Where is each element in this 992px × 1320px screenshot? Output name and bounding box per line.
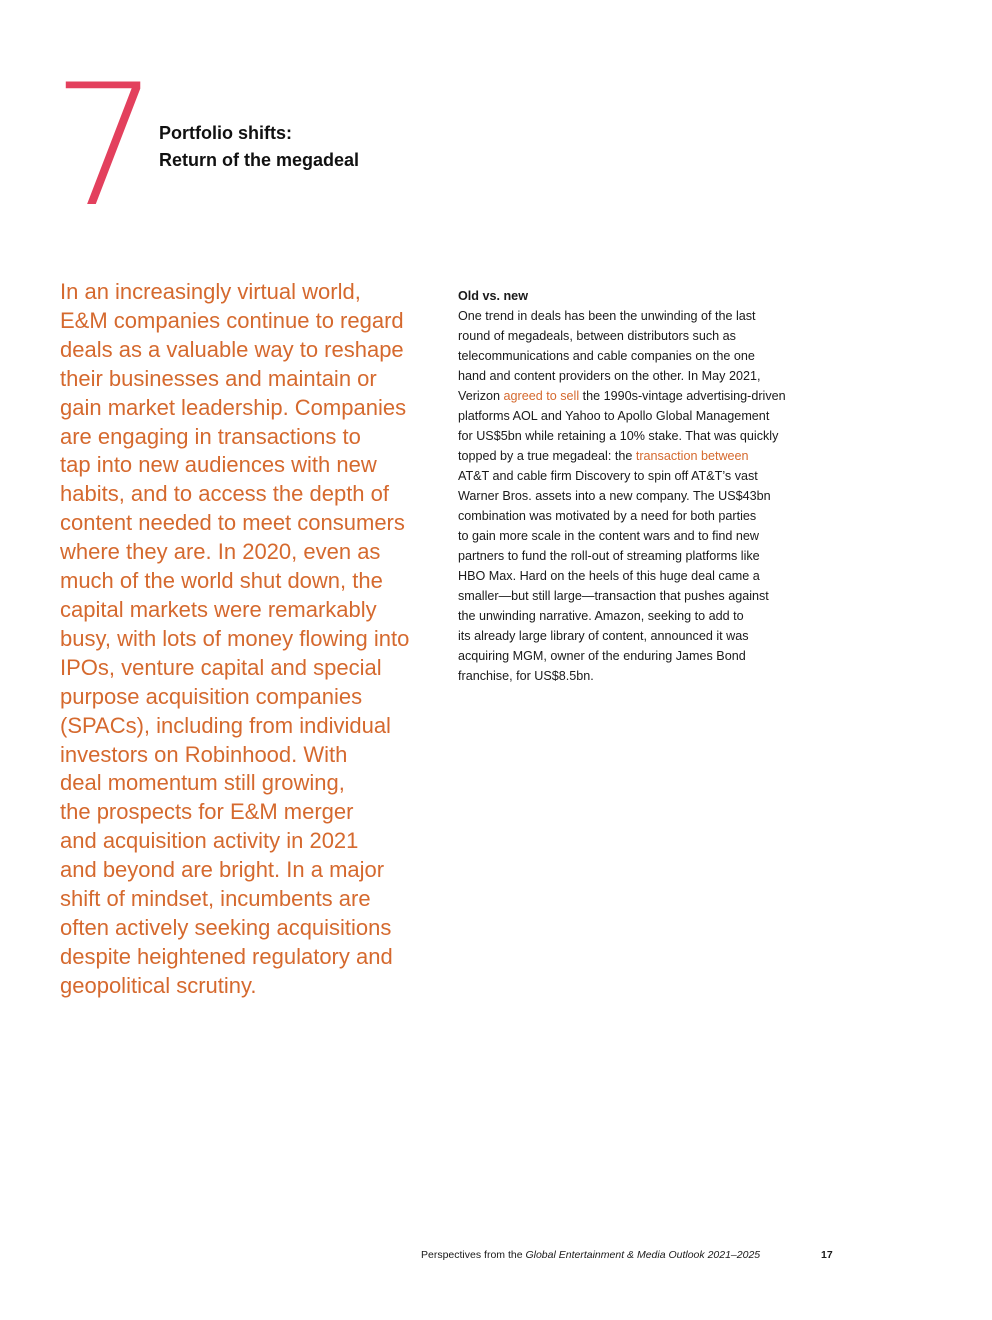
lead-line: and acquisition activity in 2021 bbox=[60, 828, 359, 854]
lead-line: tap into new audiences with new bbox=[60, 452, 377, 478]
chapter-title-line-2: Return of the megadeal bbox=[159, 150, 360, 170]
agreed-to-sell-link[interactable]: agreed to sell bbox=[503, 389, 580, 403]
lead-line: deals as a valuable way to reshape bbox=[60, 336, 404, 362]
lead-line: content needed to meet consumers bbox=[60, 510, 405, 536]
lead-line: shift of mindset, incumbents are bbox=[60, 886, 371, 912]
lead-line: are engaging in transactions to bbox=[60, 423, 361, 449]
footer-caption bbox=[421, 1248, 760, 1262]
lead-line: deal momentum still growing, bbox=[60, 770, 345, 796]
sidebar-line: for US$5bn while retaining a 10% stake. That was quickly bbox=[458, 429, 779, 443]
sidebar-text: the 1990s-vintage advertising-driven bbox=[579, 389, 786, 403]
sidebar-line: smaller—but still large—transaction that pushes against bbox=[458, 589, 769, 603]
lead-line: habits, and to access the depth of bbox=[60, 481, 390, 507]
sidebar-line: the unwinding narrative. Amazon, seeking to add to bbox=[458, 609, 744, 623]
lead-line: geopolitical scrutiny. bbox=[60, 972, 257, 998]
page-number: 17 bbox=[821, 1249, 833, 1261]
lead-line: capital markets were remarkably bbox=[60, 596, 377, 622]
lead-line: and beyond are bright. In a major bbox=[60, 857, 385, 883]
sidebar-line bbox=[458, 446, 848, 466]
lead-line: despite heightened regulatory and bbox=[60, 943, 393, 969]
transaction-between-link[interactable]: transaction between bbox=[635, 449, 749, 463]
lead-line: (SPACs), including from individual bbox=[60, 712, 391, 738]
sidebar-line: round of megadeals, between distributors such as bbox=[458, 329, 736, 343]
lead-line: busy, with lots of money flowing into bbox=[60, 625, 410, 651]
sidebar-heading: Old vs. new bbox=[458, 289, 528, 303]
sidebar-line: platforms AOL and Yahoo to Apollo Global Management bbox=[458, 409, 770, 423]
chapter-title bbox=[159, 120, 359, 174]
lead-line: where they are. In 2020, even as bbox=[60, 539, 381, 565]
sidebar-line bbox=[458, 386, 848, 406]
lead-line: often actively seeking acquisitions bbox=[60, 914, 392, 940]
chapter-number: 7 bbox=[52, 48, 155, 244]
sidebar-line: AT&T and cable firm Discovery to spin off AT&T’s vast bbox=[458, 469, 758, 483]
sidebar-line: HBO Max. Hard on the heels of this huge deal came a bbox=[458, 569, 760, 583]
sidebar-line: its already large library of content, announced it was bbox=[458, 629, 749, 643]
sidebar-text: topped by a true megadeal: the bbox=[458, 449, 636, 463]
sidebar-line: partners to fund the roll-out of streaming platforms like bbox=[458, 549, 760, 563]
sidebar-line: hand and content providers on the other. In May 2021, bbox=[458, 369, 761, 383]
sidebar-line: One trend in deals has been the unwinding of the last bbox=[458, 309, 756, 323]
lead-paragraph bbox=[60, 278, 460, 1001]
lead-line: gain market leadership. Companies bbox=[60, 394, 407, 420]
lead-line: investors on Robinhood. With bbox=[60, 741, 348, 767]
sidebar-line: to gain more scale in the content wars and to find new bbox=[458, 529, 760, 543]
sidebar-line: telecommunications and cable companies on the one bbox=[458, 349, 755, 363]
sidebar-text: Verizon bbox=[458, 389, 504, 403]
footer-prefix: Perspectives from the bbox=[421, 1249, 526, 1261]
lead-line: E&M companies continue to regard bbox=[60, 307, 404, 333]
chapter-title-line-1: Portfolio shifts: bbox=[159, 123, 292, 143]
lead-line: In an increasingly virtual world, bbox=[60, 279, 361, 304]
sidebar-line: acquiring MGM, owner of the enduring James Bond bbox=[458, 649, 746, 663]
lead-line: the prospects for E&M merger bbox=[60, 799, 354, 825]
sidebar-line: franchise, for US$8.5bn. bbox=[458, 669, 594, 683]
lead-line: much of the world shut down, the bbox=[60, 568, 383, 594]
sidebar-line: Warner Bros. assets into a new company. The US$43bn bbox=[458, 489, 771, 503]
sidebar-old-vs-new bbox=[458, 286, 848, 686]
lead-line: their businesses and maintain or bbox=[60, 365, 377, 391]
footer-publication-title: Global Entertainment & Media Outlook 2021–2025 bbox=[525, 1249, 761, 1261]
sidebar-line: combination was motivated by a need for both parties bbox=[458, 509, 757, 523]
lead-line: purpose acquisition companies bbox=[60, 683, 363, 709]
lead-line: IPOs, venture capital and special bbox=[60, 654, 382, 680]
